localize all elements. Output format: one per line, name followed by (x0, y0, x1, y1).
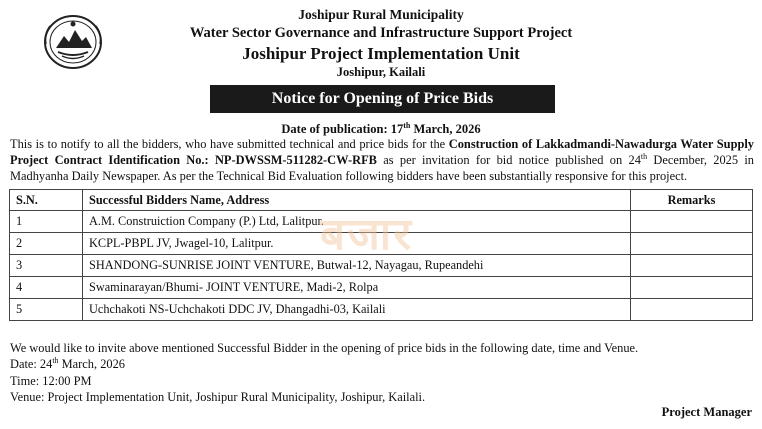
cell-name: SHANDONG-SUNRISE JOINT VENTURE, Butwal-12, Nayagau, Rupeandehi (83, 255, 631, 277)
cell-sn: 2 (10, 233, 83, 255)
unit-name: Joshipur Project Implementation Unit (242, 44, 520, 63)
table-row (10, 299, 753, 321)
header-name: Successful Bidders Name, Address (83, 190, 631, 211)
publication-date: Date of publication: 17th March, 2026 (281, 121, 481, 137)
intro-paragraph: This is to notify to all the bidders, who have submitted technical and price bids for the Construction of Lakkadmandi-Nawadurga Water Supply Project Contract Identification No.: NP-DWSSM-511282-CW-RFB as per invitation for bid notice published on 24th December, 2025 in Madhyanha Daily Newspaper. As per the Technical Bid Evaluation following bidders have been substantially responsive for this project. (10, 137, 754, 183)
watermark: बजार (320, 209, 414, 260)
cell-sn: 3 (10, 255, 83, 277)
cell-name: Uchchakoti NS-Uchchakoti DDC JV, Dhangadhi-03, Kailali (83, 299, 631, 321)
opening-time: Time: 12:00 PM (10, 373, 92, 388)
table-row (10, 277, 753, 299)
cell-remarks (631, 299, 753, 321)
cell-sn: 1 (10, 211, 83, 233)
notice-title-banner (210, 85, 555, 113)
location: Joshipur, Kailali (336, 65, 426, 79)
opening-date: Date: 24th March, 2026 (10, 356, 125, 372)
cell-remarks (631, 211, 753, 233)
header-remarks: Remarks (631, 190, 753, 211)
notice-title: Notice for Opening of Price Bids (271, 90, 494, 107)
table-row (10, 211, 753, 233)
table-row (10, 255, 753, 277)
cell-remarks (631, 255, 753, 277)
cell-name: KCPL-PBPL JV, Jwagel-10, Lalitpur. (83, 233, 631, 255)
bidders-table (9, 189, 753, 321)
table-row (10, 233, 753, 255)
cell-name: Swaminarayan/Bhumi- JOINT VENTURE, Madi-2, Rolpa (83, 277, 631, 299)
cell-sn: 4 (10, 277, 83, 299)
signature: Project Manager (661, 405, 752, 419)
closing-section (10, 340, 754, 406)
municipality-name: Joshipur Rural Municipality (298, 7, 464, 22)
cell-remarks (631, 233, 753, 255)
invite-text: We would like to invite above mentioned Successful Bidder in the opening of price bids in the following date, time and Venue. (10, 341, 639, 355)
cell-remarks (631, 277, 753, 299)
contract-name: Construction of Lakkadmandi-Nawadurga Water Supply Project Contract Identification No.: NP-DWSSM-511282-CW-RFB (10, 137, 754, 167)
header-sn: S.N. (10, 190, 83, 211)
cell-sn: 5 (10, 299, 83, 321)
project-name: Water Sector Governance and Infrastructure Support Project (189, 25, 573, 41)
opening-venue: Venue: Project Implementation Unit, Joshipur Rural Municipality, Joshipur, Kailali. (10, 390, 426, 405)
cell-name: A.M. Construiction Company (P.) Ltd, Lalitpur. (83, 211, 631, 233)
table-header-row (10, 190, 753, 211)
